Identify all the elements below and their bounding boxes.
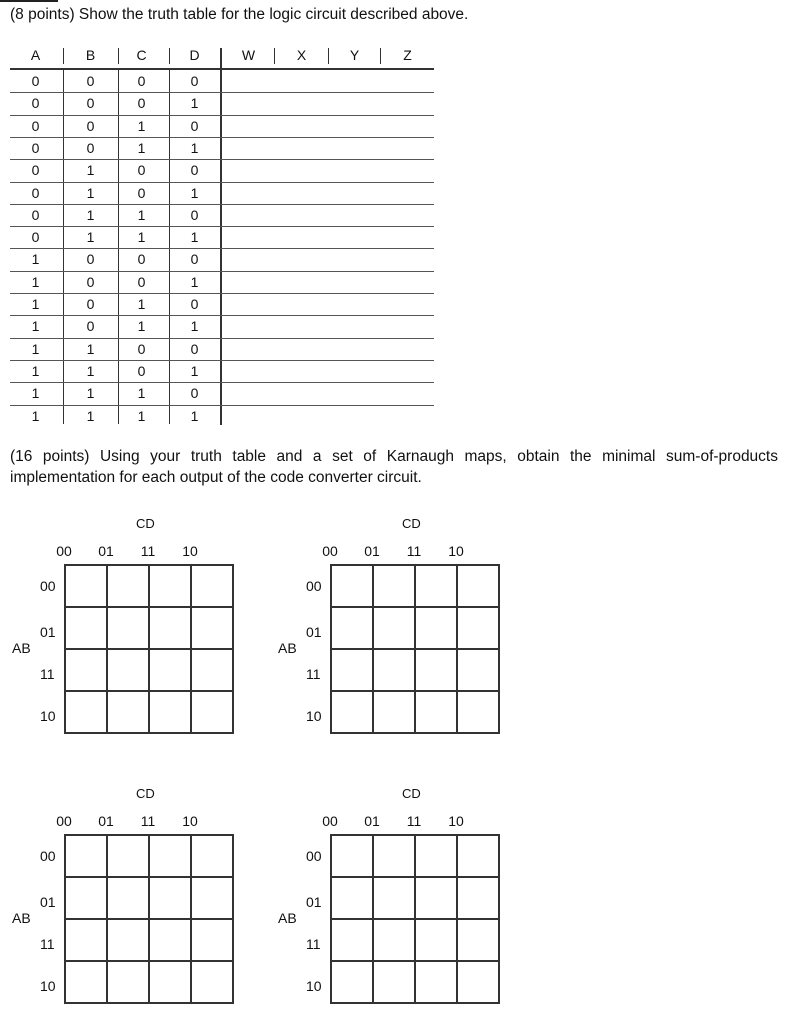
truth-table-cell: 1: [86, 206, 95, 223]
kmap-cell: [331, 691, 373, 733]
kmap-row-label: 00: [40, 848, 56, 864]
kmap-cell: [107, 691, 149, 733]
kmap-row-variable-label: AB: [12, 910, 31, 926]
kmap-cell: [415, 961, 457, 1003]
truth-table-cell: 0: [86, 273, 95, 290]
kmap-col-label: 01: [364, 813, 380, 829]
input-output-divider: [220, 48, 222, 425]
truth-table-header-w: W: [241, 47, 256, 63]
kmap-col-label: 00: [322, 813, 338, 829]
truth-table-cell: 1: [190, 273, 199, 290]
kmap-cell: [65, 835, 107, 877]
truth-table-cell: 0: [86, 73, 95, 89]
kmap-cell: [331, 835, 373, 877]
kmap-cell: [457, 649, 499, 691]
truth-table-cell: 0: [86, 117, 95, 134]
truth-table-cell: 0: [31, 117, 40, 134]
truth-table-cell: 0: [137, 162, 146, 179]
truth-table-cell: 0: [31, 184, 40, 201]
kmap-cell: [149, 565, 191, 607]
kmap-cell: [331, 607, 373, 649]
kmap-row-variable-label: AB: [12, 640, 31, 656]
kmap-row-label: 10: [40, 978, 56, 994]
kmap-cell: [65, 607, 107, 649]
truth-table-cell: 1: [137, 139, 146, 156]
kmap-cell: [191, 961, 233, 1003]
kmap-col-label: 11: [406, 813, 422, 829]
kmap-row-label: 11: [40, 666, 55, 682]
truth-table-cell: 0: [31, 162, 40, 179]
kmap-cell: [191, 877, 233, 919]
kmap-cell: [415, 919, 457, 961]
truth-table-cell: 0: [31, 206, 40, 223]
kmap-cell: [65, 919, 107, 961]
truth-table-cell: 1: [31, 251, 40, 268]
kmap-cell: [149, 961, 191, 1003]
kmap-cell: [65, 961, 107, 1003]
truth-table-cell: 1: [86, 362, 95, 379]
kmap-cell: [373, 565, 415, 607]
truth-table-cell: 0: [190, 296, 199, 312]
truth-table-cell: 0: [31, 73, 40, 89]
truth-table-cell: 1: [31, 296, 40, 312]
kmap-cell: [457, 877, 499, 919]
kmap-cell: [149, 649, 191, 691]
kmap-row-label: 01: [40, 624, 56, 640]
kmap-cell: [331, 877, 373, 919]
truth-table-cell: 0: [190, 385, 199, 402]
kmap-cell: [457, 919, 499, 961]
truth-table-cell: 0: [137, 251, 146, 268]
truth-table-cell: 1: [86, 184, 95, 201]
kmap-cell: [373, 877, 415, 919]
truth-table-cell: 0: [86, 251, 95, 268]
kmap-col-label: 01: [364, 543, 380, 559]
kmap-col-label: 00: [322, 543, 338, 559]
kmap-cell: [373, 607, 415, 649]
truth-table-cell: 1: [137, 117, 146, 134]
header-separator: [118, 48, 119, 64]
kmap-cell: [191, 649, 233, 691]
kmap-col-label: 00: [56, 543, 72, 559]
truth-table-cell: 0: [86, 95, 95, 112]
kmap-cell: [373, 919, 415, 961]
kmap-cell: [331, 919, 373, 961]
truth-table-cell: 1: [137, 296, 146, 312]
kmap-cell: [415, 835, 457, 877]
kmap-cell: [415, 565, 457, 607]
truth-table-cell: 0: [137, 73, 146, 89]
kmap-col-variable-label: CD: [136, 786, 155, 801]
kmap-cell: [107, 607, 149, 649]
truth-table-cell: 1: [190, 139, 199, 156]
kmap-cell: [191, 691, 233, 733]
truth-table-cell: 1: [190, 407, 199, 424]
truth-table-header-c: C: [136, 47, 147, 63]
truth-table-cell: 0: [190, 117, 199, 134]
kmap-grid: [64, 834, 234, 1004]
kmap-cell: [457, 691, 499, 733]
truth-table-cell: 0: [86, 139, 95, 156]
kmap-col-variable-label: CD: [402, 786, 421, 801]
kmap-cell: [107, 877, 149, 919]
truth-table-cell: 1: [86, 407, 95, 424]
truth-table-cell: 1: [31, 273, 40, 290]
truth-table-header-z: Z: [403, 47, 412, 63]
kmap-cell: [373, 691, 415, 733]
kmap-4: [274, 786, 614, 1026]
truth-table: [10, 44, 434, 426]
kmap-cell: [191, 565, 233, 607]
kmap-col-variable-label: CD: [136, 516, 155, 531]
truth-table-cell: 1: [137, 385, 146, 402]
truth-table-cell: 0: [137, 95, 146, 112]
kmap-col-label: 01: [98, 543, 114, 559]
kmap-cell: [191, 919, 233, 961]
truth-table-cell: 1: [31, 407, 40, 424]
truth-table-cell: 0: [137, 362, 146, 379]
truth-table-cell: 1: [31, 318, 40, 335]
kmap-cell: [331, 649, 373, 691]
kmap-row-label: 01: [306, 894, 322, 910]
kmap-cell: [415, 607, 457, 649]
truth-table-header-b: B: [85, 47, 96, 63]
kmap-cell: [415, 877, 457, 919]
column-divider: [63, 68, 64, 424]
kmap-cell: [149, 835, 191, 877]
kmap-cell: [107, 919, 149, 961]
kmap-col-label: 11: [140, 813, 156, 829]
kmap-row-label: 11: [40, 936, 55, 952]
kmap-row-label: 00: [40, 578, 56, 594]
kmap-cell: [65, 877, 107, 919]
kmap-col-label: 10: [182, 543, 198, 559]
kmap-col-label: 10: [182, 813, 198, 829]
truth-table-cell: 0: [190, 340, 199, 357]
truth-table-cell: 0: [137, 184, 146, 201]
kmap-cell: [191, 607, 233, 649]
truth-table-cell: 0: [31, 95, 40, 112]
kmap-cell: [415, 691, 457, 733]
kmap-cell: [65, 691, 107, 733]
truth-table-cell: 1: [86, 162, 95, 179]
kmap-col-variable-label: CD: [402, 516, 421, 531]
truth-table-cell: 1: [86, 229, 95, 246]
truth-table-cell: 1: [190, 95, 199, 112]
question-2-text: (16 points) Using your truth table and a set of Karnaugh maps, obtain the minimal sum-of-products implementation for each output of the code converter circuit.: [10, 448, 778, 486]
truth-table-header-x: X: [296, 47, 307, 63]
truth-table-cell: 1: [86, 385, 95, 402]
truth-table-cell: 0: [137, 273, 146, 290]
kmap-col-label: 01: [98, 813, 114, 829]
kmap-cell: [331, 961, 373, 1003]
kmap-cell: [373, 649, 415, 691]
kmap-row-variable-label: AB: [278, 910, 297, 926]
kmap-row-label: 10: [306, 708, 322, 724]
kmap-col-label: 11: [140, 543, 156, 559]
truth-table-cell: 0: [86, 318, 95, 335]
truth-table-cell: 1: [190, 318, 199, 335]
kmap-row-label: 01: [40, 894, 56, 910]
header-separator: [274, 48, 275, 64]
truth-table-cell: 1: [190, 362, 199, 379]
truth-table-cell: 0: [31, 229, 40, 246]
truth-table-cell: 0: [190, 162, 199, 179]
truth-table-cell: 1: [137, 206, 146, 223]
kmap-row-label: 11: [306, 666, 321, 682]
kmap-grid: [64, 564, 234, 734]
truth-table-header-y: Y: [349, 47, 360, 63]
header-separator: [380, 48, 381, 64]
truth-table-cell: 1: [86, 340, 95, 357]
header-separator: [63, 48, 64, 64]
truth-table-cell: 0: [137, 340, 146, 357]
header-separator: [328, 48, 329, 64]
truth-table-cell: 0: [31, 139, 40, 156]
kmap-col-label: 11: [406, 543, 422, 559]
kmap-row-label: 10: [40, 708, 56, 724]
truth-table-cell: 0: [190, 251, 199, 268]
truth-table-header-a: A: [30, 47, 41, 63]
kmap-cell: [149, 691, 191, 733]
kmap-cell: [373, 961, 415, 1003]
header-separator: [169, 48, 170, 64]
kmap-cell: [415, 649, 457, 691]
kmap-row-label: 11: [306, 936, 321, 952]
kmap-cell: [149, 877, 191, 919]
kmap-row-label: 00: [306, 578, 322, 594]
kmap-cell: [65, 649, 107, 691]
truth-table-cell: 1: [190, 229, 199, 246]
kmap-cell: [331, 565, 373, 607]
truth-table-cell: 1: [190, 184, 199, 201]
truth-table-cell: 0: [86, 296, 95, 312]
kmap-cell: [457, 607, 499, 649]
kmap-cell: [457, 835, 499, 877]
kmap-row-label: 00: [306, 848, 322, 864]
kmap-grid: [330, 564, 500, 734]
kmap-cell: [457, 565, 499, 607]
kmap-row-label: 01: [306, 624, 322, 640]
kmap-cell: [107, 961, 149, 1003]
kmap-col-label: 10: [448, 813, 464, 829]
truth-table-cell: 1: [137, 229, 146, 246]
kmap-row-label: 10: [306, 978, 322, 994]
kmap-cell: [149, 607, 191, 649]
truth-table-cell: 1: [137, 318, 146, 335]
kmap-cell: [107, 835, 149, 877]
truth-table-cell: 1: [31, 385, 40, 402]
truth-table-cell: 1: [31, 362, 40, 379]
kmap-row-variable-label: AB: [278, 640, 297, 656]
kmap-cell: [107, 565, 149, 607]
kmap-cell: [149, 919, 191, 961]
truth-table-cell: 0: [190, 73, 199, 89]
truth-table-cell: 1: [137, 407, 146, 424]
kmap-cell: [65, 565, 107, 607]
truth-table-cell: 1: [31, 340, 40, 357]
truth-table-cell: 0: [190, 206, 199, 223]
kmap-col-label: 00: [56, 813, 72, 829]
kmap-cell: [191, 835, 233, 877]
kmap-2: [274, 516, 614, 756]
top-rule: [0, 0, 58, 2]
kmap-grid: [330, 834, 500, 1004]
truth-table-header-d: D: [189, 47, 200, 63]
kmap-cell: [107, 649, 149, 691]
kmap-col-label: 10: [448, 543, 464, 559]
kmap-cell: [373, 835, 415, 877]
kmap-cell: [457, 961, 499, 1003]
question-1-text: (8 points) Show the truth table for the logic circuit described above.: [10, 6, 469, 23]
